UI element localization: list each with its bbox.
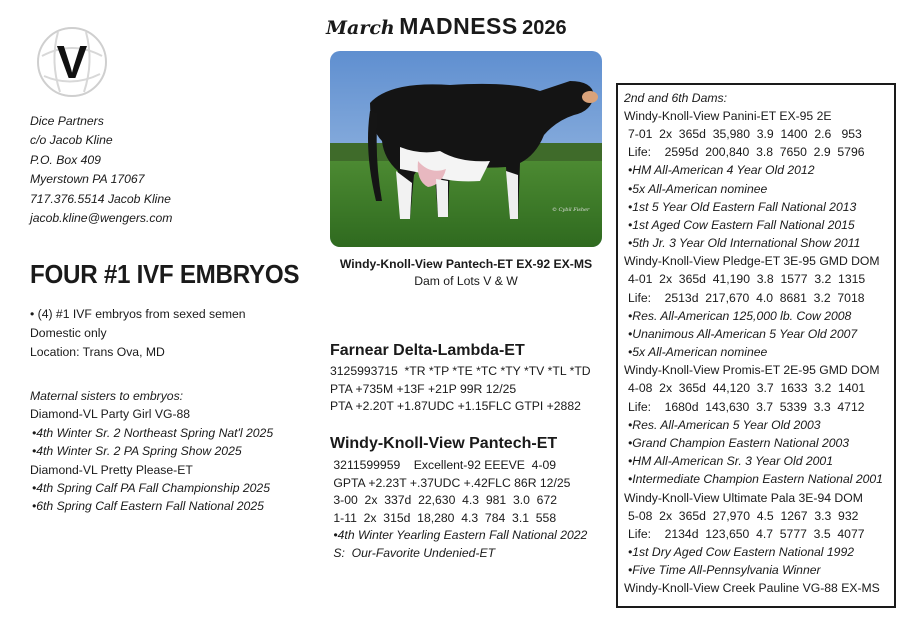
offer-line: Location: Trans Ova, MD	[30, 345, 165, 359]
contact-phone: 717.376.5514 Jacob Kline	[30, 191, 171, 206]
sister-win: •4th Winter Sr. 2 PA Spring Show 2025	[32, 444, 242, 459]
cow-honor: •Res. All-American 125,000 lb. Cow 2008	[628, 308, 852, 323]
cow-record: 4-01 2x 365d 41,190 3.8 1577 3.2 1315	[628, 272, 866, 287]
title-main: MADNESS	[399, 13, 518, 39]
contact-name: Dice Partners	[30, 114, 104, 128]
sister-name: Diamond-VL Party Girl VG-88	[30, 407, 191, 422]
dams-intro: 2nd and 6th Dams:	[624, 91, 727, 105]
cow-honor: •Res. All-American 5 Year Old 2003	[628, 417, 821, 432]
cow-name: Windy-Knoll-View Promis-ET 2E-95 GMD DOM	[624, 363, 880, 378]
dice-logo	[36, 26, 108, 98]
contact-city: Myerstown PA 17067	[30, 172, 145, 187]
dam-name: Windy-Knoll-View Pantech-ET	[330, 435, 558, 452]
dam-line: 1-11 2x 315d 18,280 4.3 784 3.1 558	[330, 510, 557, 525]
dam-line: 3211599959 Excellent-92 EEEVE 4-09	[330, 458, 557, 472]
contact-attention: c/o Jacob Kline	[30, 133, 113, 148]
offer-details	[30, 305, 246, 362]
page-title	[326, 13, 567, 40]
headline: FOUR #1 IVF EMBRYOS	[30, 259, 300, 289]
maternal-heading: Maternal sisters to embryos:	[30, 389, 184, 403]
cow-honor: •Grand Champion Eastern National 2003	[628, 436, 850, 451]
cow-record: Life: 2595d 200,840 3.8 7650 2.9 5796	[628, 145, 865, 160]
photo-caption	[325, 256, 607, 290]
cow-honor: •Five Time All-Pennsylvania Winner	[628, 563, 821, 578]
contact-block	[30, 112, 172, 228]
cow-honor: •HM All-American Sr. 3 Year Old 2001	[628, 454, 833, 469]
cow-record: Life: 2134d 123,650 4.7 5777 3.5 4077	[628, 526, 865, 541]
sister-name: Diamond-VL Pretty Please-ET	[30, 462, 193, 477]
sister-win: •4th Winter Sr. 2 Northeast Spring Nat'l 2025	[32, 425, 274, 440]
contact-po-box: P.O. Box 409	[30, 152, 101, 167]
cow-record: Life: 2513d 217,670 4.0 8681 3.2 7018	[628, 290, 865, 305]
cow-name: Windy-Knoll-View Pledge-ET 3E-95 GMD DOM	[624, 254, 880, 269]
cow-record: 5-08 2x 365d 27,970 4.5 1267 3.3 932	[628, 508, 859, 523]
dam-line: GPTA +2.23T +.37UDC +.42FLC 86R 12/25	[330, 475, 571, 490]
cow-honor: •Intermediate Champion Eastern National 2001	[628, 472, 883, 487]
cow-record: Life: 1680d 143,630 3.7 5339 3.3 4712	[628, 399, 865, 414]
title-year: 2026	[522, 17, 567, 39]
cow-honor: •1st 5 Year Old Eastern Fall National 2013	[628, 199, 857, 214]
caption-name: Windy-Knoll-View Pantech-ET EX-92 EX-MS	[339, 257, 593, 271]
sire-line: PTA +735M +13F +21P 99R 12/25	[330, 381, 517, 396]
cow-name: Windy-Knoll-View Panini-ET EX-95 2E	[624, 109, 832, 123]
cow-honor: •5x All-American nominee	[628, 181, 768, 196]
sire-line: PTA +2.20T +1.87UDC +1.15FLC GTPI +2882	[330, 399, 581, 414]
offer-line: Domestic only	[30, 326, 107, 340]
cow-honor: •5th Jr. 3 Year Old International Show 2011	[628, 236, 861, 251]
dam-line: 3-00 2x 337d 22,630 4.3 981 3.0 672	[330, 493, 557, 508]
title-script: March	[326, 17, 395, 39]
dam-block	[330, 435, 587, 563]
cow-name: Windy-Knoll-View Ultimate Pala 3E-94 DOM	[624, 490, 863, 505]
cow-record: 7-01 2x 365d 35,980 3.9 1400 2.6 953	[628, 127, 862, 141]
sire-line: 3125993715 *TR *TP *TE *TC *TY *TV *TL *TD	[330, 364, 591, 378]
final-dam: Windy-Knoll-View Creek Pauline VG-88 EX-MS	[624, 581, 880, 596]
maternal-sisters	[30, 387, 273, 516]
photo-credit: © Cybil Fisher	[552, 207, 590, 213]
offer-line: • (4) #1 IVF embryos from sexed semen	[30, 307, 246, 321]
dams-list	[624, 89, 883, 597]
cow-honor: •Unanimous All-American 5 Year Old 2007	[628, 327, 858, 342]
caption-sub: Dam of Lots V & W	[414, 274, 518, 288]
sister-win: •6th Spring Calf Eastern Fall National 2025	[32, 499, 264, 514]
cow-photo	[330, 51, 602, 247]
cow-honor: •HM All-American 4 Year Old 2012	[628, 163, 815, 178]
dam-win: •4th Winter Yearling Eastern Fall National 2022	[330, 528, 588, 543]
cow-record: 4-08 2x 365d 44,120 3.7 1633 3.2 1401	[628, 381, 866, 396]
sire-name: Farnear Delta-Lambda-ET	[330, 342, 525, 359]
cow-honor: •1st Dry Aged Cow Eastern National 1992	[628, 545, 855, 560]
logo-letter: V	[56, 36, 88, 88]
contact-email[interactable]: jacob.kline@wengers.com	[30, 211, 173, 226]
cow-honor: •5x All-American nominee	[628, 345, 768, 360]
sire-block	[330, 342, 591, 416]
cow-honor: •1st Aged Cow Eastern Fall National 2015	[628, 218, 855, 233]
sister-win: •4th Spring Calf PA Fall Championship 2025	[32, 481, 270, 496]
dam-sire: S: Our-Favorite Undenied-ET	[330, 545, 496, 560]
